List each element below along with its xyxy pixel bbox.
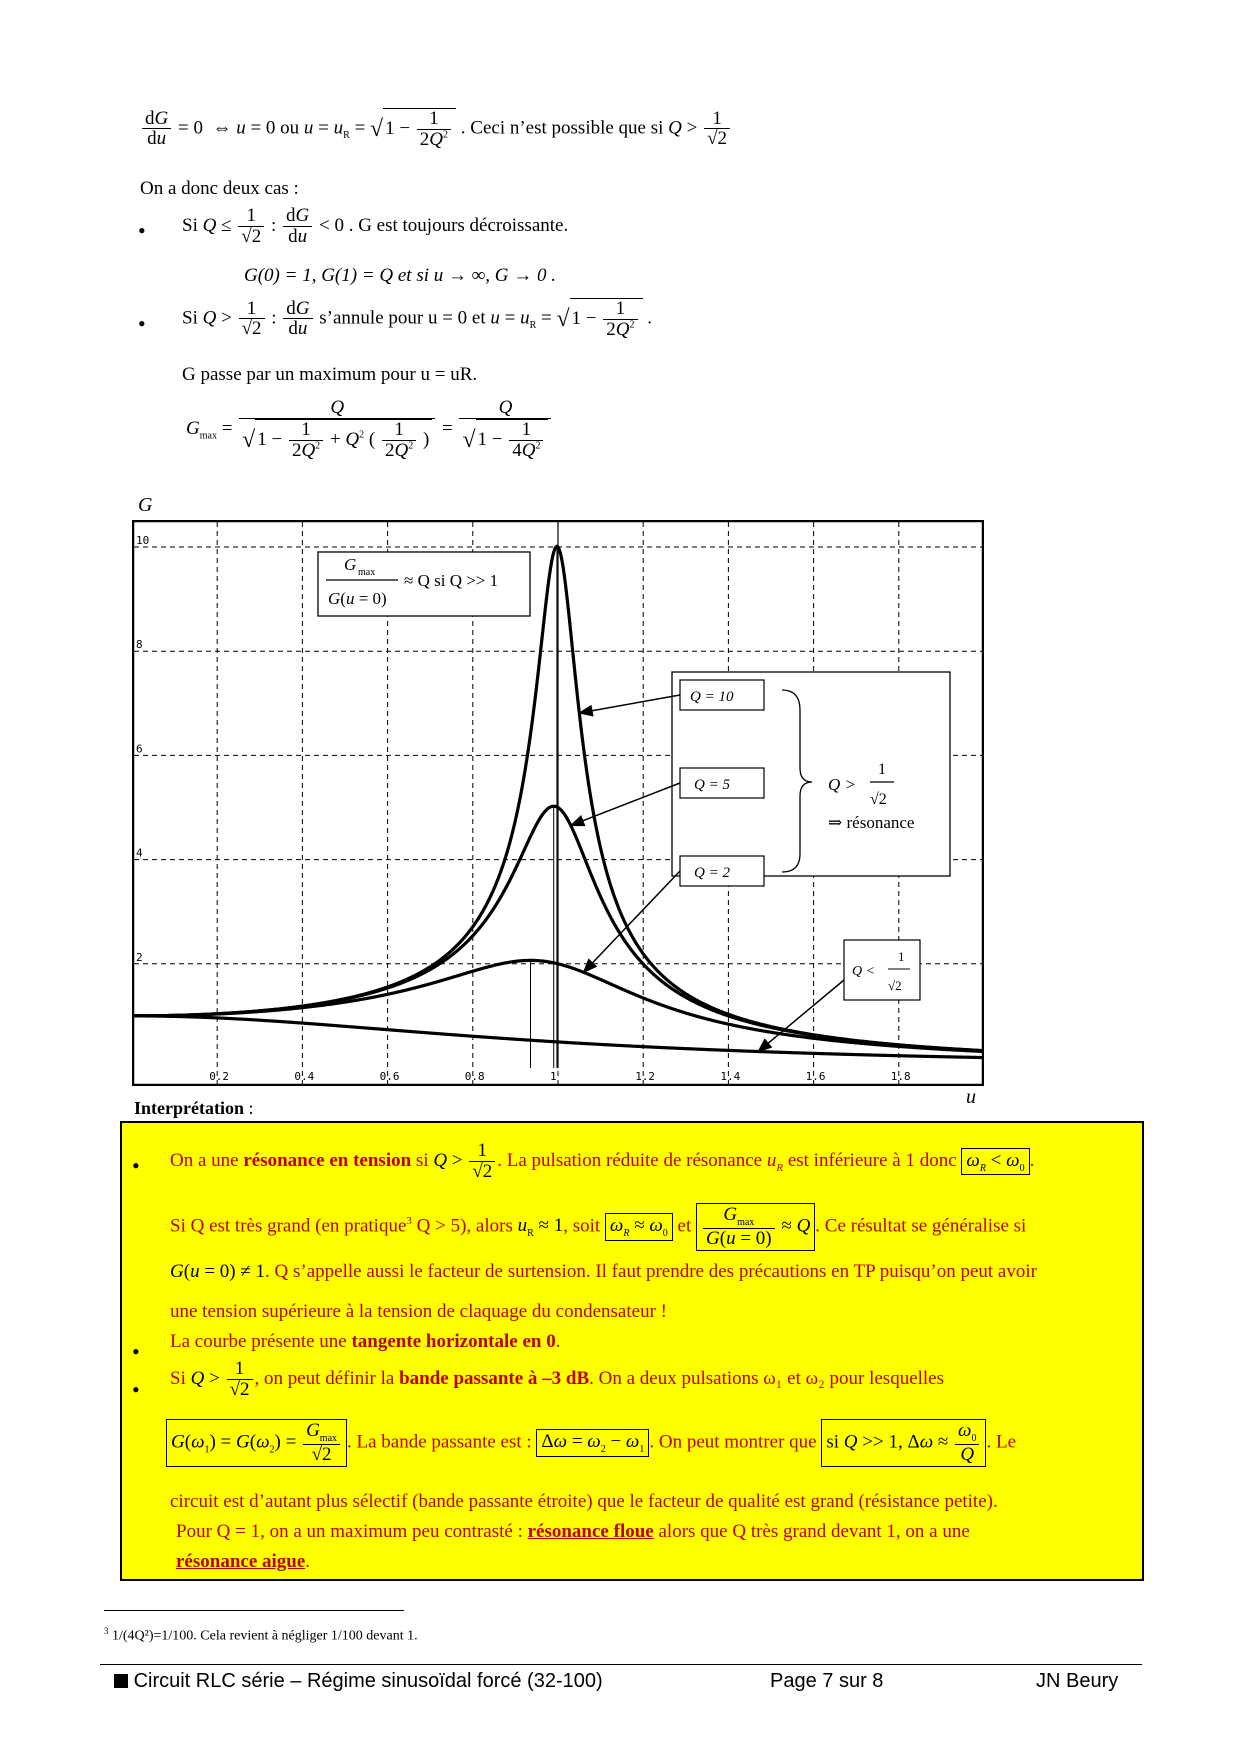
ceci-text: . Ceci n’est possible que si — [460, 117, 664, 139]
interp-line-9: Pour Q = 1, on a un maximum peu contrasté : résonance floue alors que Q très grand devant 1, on a une — [176, 1521, 970, 1542]
gmax-annotation-text: ≈ Q si Q >> 1 — [404, 571, 499, 590]
interp-line-5: La courbe présente une tangente horizontale en 0. — [170, 1331, 561, 1352]
svg-text:1: 1 — [878, 761, 886, 778]
case1-decr: . G est toujours décroissante. — [348, 214, 569, 236]
x-tick-label-6: 1.4 — [720, 1070, 741, 1083]
svg-text:G: G — [344, 555, 357, 574]
interp-line-7: $G(\omega_1) = G(\omega_2)$ = $\frac{G_{max}}{√2}$ . La bande passante est : $\Delta\omega = \omega_2 - \omega_1$ . On peut montrer que si Q >> 1, Δω ≈ $\frac{\omega_0}{Q}$ . Le — [166, 1419, 1016, 1467]
y-tick-label-2: 6 — [136, 742, 143, 756]
interp-line-6: Si Q > $\frac{1}{√2}$ , on peut définir la bande passante à –3 dB. On a deux pulsations ω₁ et ω₂ pour lesquelles — [170, 1358, 945, 1400]
ybullet-2: • — [132, 1339, 140, 1364]
svg-text:1: 1 — [898, 949, 905, 964]
footer-left: Circuit RLC série – Régime sinusoïdal forcé (32-100) — [114, 1670, 603, 1693]
case1-values: G(0) = 1, G(1) = Q et si u → ∞, G → 0 . — [244, 265, 557, 286]
interp-line-8: circuit est d’autant plus sélectif (bande passante étroite) que le facteur de qualité est grand (résistance petite). — [170, 1491, 998, 1512]
y-tick-label-3: 8 — [136, 638, 143, 652]
label-q5: Q = 5 — [694, 777, 730, 793]
label-resonance: ⇒ résonance — [828, 813, 915, 832]
x-tick-label-5: 1.2 — [635, 1070, 656, 1083]
case1-line: Si Q ≤ $\frac{1}{√2}$ : $\frac{dG}{du}$ < 0 . G est toujours décroissante. — [182, 205, 569, 247]
y-tick-label-4: 10 — [136, 534, 150, 548]
footnote: $^3$ 1/(4Q²)=1/100. Cela revient à négliger 1/100 devant 1. — [104, 1626, 418, 1644]
interp-line-2: Si Q est très grand (en pratique$^3$ Q > 5), alors $u_R \approx 1$, soit $\omega_R \approx \omega_0$ et $\frac{G_{max}}{G(u = 0)}$ ≈ Q . Ce résultat se généralise si — [170, 1204, 1027, 1250]
label-q2: Q = 2 — [694, 865, 730, 881]
label-q10: Q = 10 — [690, 689, 734, 705]
y-tick-label-0: 2 — [136, 950, 143, 964]
case2-annule: s’annule pour u = 0 et — [319, 307, 486, 329]
bullet-1: • — [138, 218, 146, 243]
svg-text:√2: √2 — [888, 978, 902, 993]
interp-line-4: une tension supérieure à la tension de claquage du condensateur ! — [170, 1301, 667, 1322]
x-tick-label-4: 1 — [550, 1070, 557, 1083]
g-passe-text: G passe par un maximum pour u = uR. — [182, 364, 478, 385]
footnote-rule — [104, 1610, 404, 1611]
x-tick-label-2: 0.6 — [379, 1070, 400, 1083]
interp-line-3: G(u = 0) ≠ 1. Q s’appelle aussi le facteur de surtension. Il faut prendre des précautions en TP puisqu’on peut avoir — [170, 1261, 1037, 1282]
gmax-annotation — [318, 552, 530, 616]
y-tick-label-1: 4 — [136, 846, 143, 860]
gmax-equation: $G_{max}$ = Q √ 1 − $\frac{1}{2Q^2}$ + $Q^2$ ( $\frac{1}{2Q^2}$ ) = Q √ 1 − $\frac{1}{4Q^2}$ — [186, 398, 553, 461]
footer-rule — [100, 1664, 1142, 1665]
x-tick-label-3: 0.8 — [464, 1070, 485, 1083]
low-q-legend — [844, 940, 920, 1000]
x-tick-label-1: 0.4 — [294, 1070, 315, 1083]
on-a-donc-text: On a donc deux cas : — [140, 178, 299, 199]
chart-x-axis-label: u — [966, 1086, 976, 1108]
x-tick-label-8: 1.8 — [890, 1070, 911, 1083]
bullet-2: • — [138, 311, 146, 336]
dg-du-equation: $\frac{dG}{du}$ = 0 ⇔ u = 0 ou $u = u_R$ = √ 1 − $\frac{1}{2Q^2}$ . Ceci n’est possible que si Q > $\frac{1}{√2}$ — [140, 108, 732, 150]
interpretation-box — [120, 1121, 1144, 1581]
resonance-legend — [672, 672, 950, 886]
svg-text:√2: √2 — [870, 791, 887, 808]
interp-line-1: On a une résonance en tension si Q > $\frac{1}{√2}$ . La pulsation réduite de résonance $u_R$ est inférieure à 1 donc $\omega_R < \omega_0$ . — [170, 1140, 1035, 1182]
case2-line: Si Q > $\frac{1}{√2}$ : $\frac{dG}{du}$ s’annule pour u = 0 et $u = u_R$ = √ 1 − $\frac{1}{2Q^2}$ . — [182, 297, 652, 340]
resonance-chart — [132, 520, 984, 1086]
ybullet-3: • — [132, 1377, 140, 1402]
chart-y-axis-label: G — [138, 494, 153, 516]
svg-text:max: max — [358, 567, 376, 578]
footer-page: Page 7 sur 8 — [770, 1670, 884, 1692]
x-tick-label-7: 1.6 — [805, 1070, 826, 1083]
svg-text:G(u = 0): G(u = 0) — [328, 589, 387, 608]
ybullet-1: • — [132, 1153, 140, 1178]
square-icon — [114, 1674, 128, 1688]
interp-line-10: résonance aigue. — [176, 1551, 311, 1572]
footer-author: JN Beury — [1036, 1670, 1119, 1692]
x-tick-label-0: 0.2 — [209, 1070, 230, 1083]
label-q-res: Q > — [828, 775, 856, 794]
interpretation-title: Interprétation : — [134, 1098, 254, 1118]
label-q-low: Q < — [852, 964, 876, 979]
